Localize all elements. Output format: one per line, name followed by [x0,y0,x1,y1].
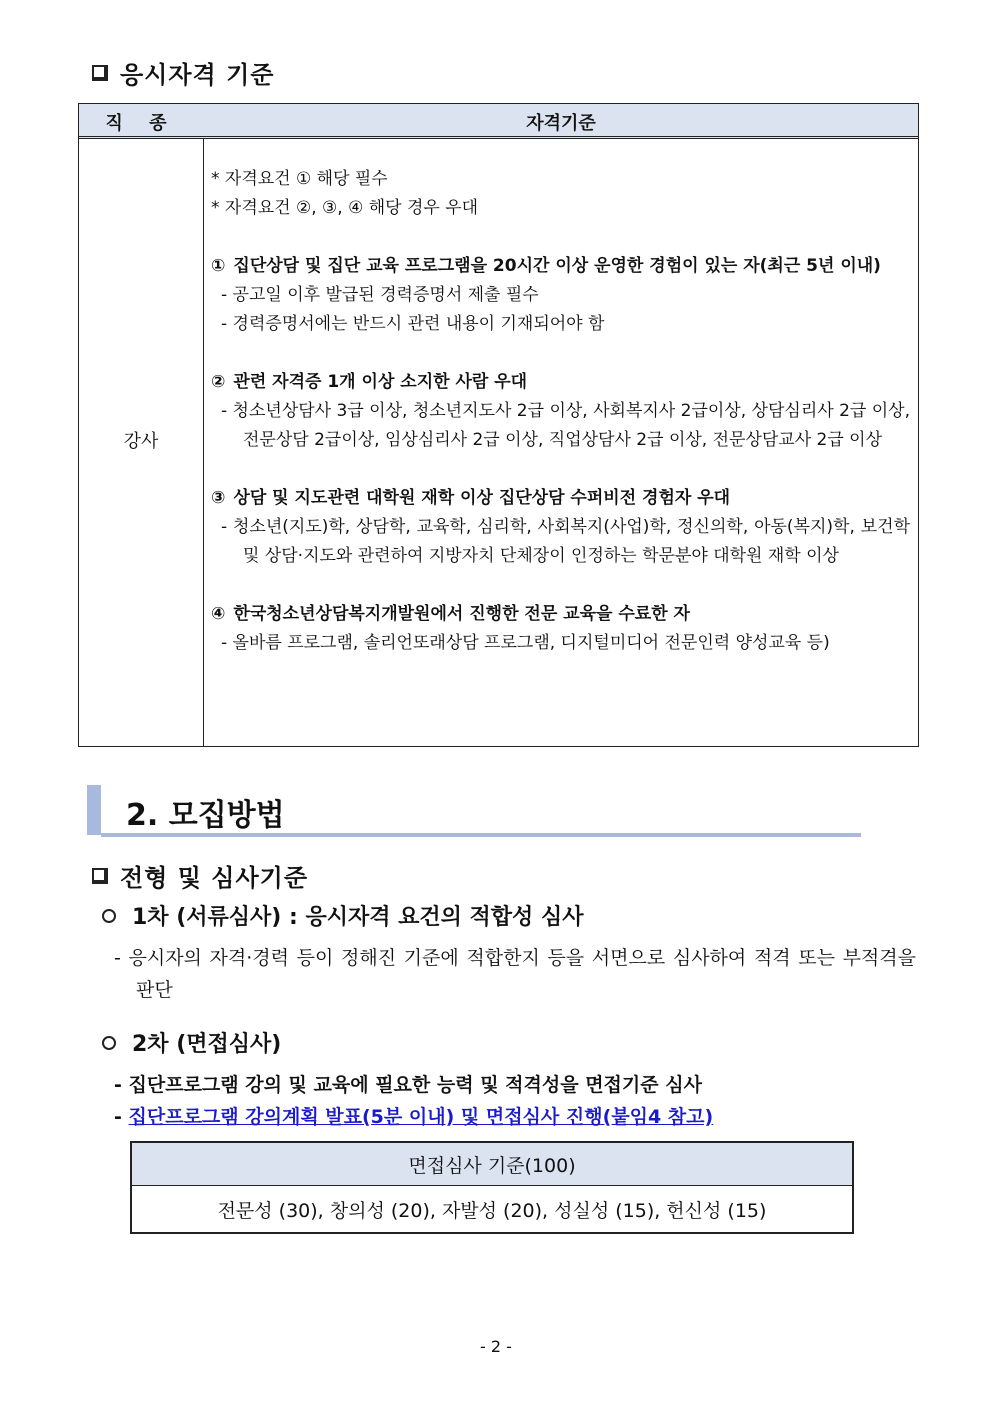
item-title-text: 관련 자격증 1개 이상 소지한 사람 우대 [233,372,528,392]
criteria-cell [211,165,910,658]
criteria-detail: - 청소년(지도)학, 상담학, 교육학, 심리학, 사회복지(사업)학, 정신의학, 아동(복지)학, 보건학 및 상담·지도와 관련하여 지방자치 단체장이 인정하는 학문분야 대학원 재학 이상 [221,517,910,566]
requirement-note: * 자격요건 ① 해당 필수 [211,169,388,189]
column-divider [203,104,204,746]
criteria-detail: - 경력증명서에는 반드시 관련 내용이 기재되어야 함 [221,314,605,334]
header-criteria: 자격기준 [526,113,596,134]
criteria-item-title [211,484,910,513]
item-title-text: 집단상담 및 집단 교육 프로그램을 20시간 이상 운영한 경험이 있는 자(최근 5년 이내) [233,256,881,276]
selection-heading [92,858,308,893]
item-title-text: 상담 및 지도관련 대학원 재학 이상 집단상담 수퍼비전 경험자 우대 [233,488,731,508]
stage2-details [114,1069,916,1133]
circle-bullet-icon [102,909,116,923]
interview-table-header: 면접심사 기준(100) [132,1143,852,1186]
item-title-text: 한국청소년상담복지개발원에서 진행한 전문 교육을 수료한 자 [233,604,690,624]
stage2-detail-1: - 집단프로그램 강의 및 교육에 필요한 능력 및 적격성을 면접기준 심사 [114,1074,702,1096]
item-number: ② [211,372,226,392]
criteria-detail: - 공고일 이후 발급된 경력증명서 제출 필수 [221,285,539,305]
checkbox-square-icon [92,868,108,884]
selection-heading-text: 전형 및 심사기준 [120,864,308,892]
circle-bullet-icon [102,1036,116,1050]
criteria-detail: - 올바름 프로그램, 솔리언또래상담 프로그램, 디지털미디어 전문인력 양성교육 등) [221,633,830,653]
stage1-detail [114,942,916,1006]
qualification-heading-text: 응시자격 기준 [120,61,275,89]
checkbox-square-icon [92,65,108,81]
presentation-link[interactable]: 집단프로그램 강의계획 발표(5분 이내) 및 면접심사 진행(붙임4 참고) [128,1106,714,1128]
criteria-item-title [211,252,910,281]
qualification-heading [92,55,274,90]
criteria-item-title [211,368,910,397]
qualification-table-header [79,104,918,139]
job-type-cell: 강사 [123,431,159,452]
interview-criteria-table [130,1141,854,1234]
page-number: - 2 - [480,1337,512,1356]
item-number: ① [211,256,226,276]
stage1-heading [102,900,583,931]
stage2-heading [102,1027,281,1058]
header-job-type: 직 종 [105,113,177,134]
interview-table-body: 전문성 (30), 창의성 (20), 자발성 (20), 성실성 (15), 헌신성 (15) [217,1200,767,1222]
section-underline [101,833,861,837]
section-accent-bar [87,785,101,835]
qualification-table [78,103,919,747]
stage1-title: 1차 (서류심사) : 응시자격 요건의 적합성 심사 [132,905,584,930]
stage2-title: 2차 (면접심사) [132,1032,282,1057]
criteria-item-title [211,600,910,629]
stage1-detail-text: - 응시자의 자격·경력 등이 정해진 기준에 적합한지 등을 서면으로 심사하여 적격 또는 부적격을 판단 [114,947,916,1001]
item-number: ③ [211,488,226,508]
section-title: 2. 모집방법 [126,798,285,833]
criteria-detail: - 청소년상담사 3급 이상, 청소년지도사 2급 이상, 사회복지사 2급이상, 상담심리사 2급 이상, 전문상담 2급이상, 임상심리사 2급 이상, 직업상담사 2급 이상, 전문상담교사 2급 이상 [221,401,910,450]
dash-prefix: - [114,1106,129,1128]
requirement-note: * 자격요건 ②, ③, ④ 해당 경우 우대 [211,198,479,218]
stage2-detail-2 [114,1101,916,1133]
item-number: ④ [211,604,226,624]
